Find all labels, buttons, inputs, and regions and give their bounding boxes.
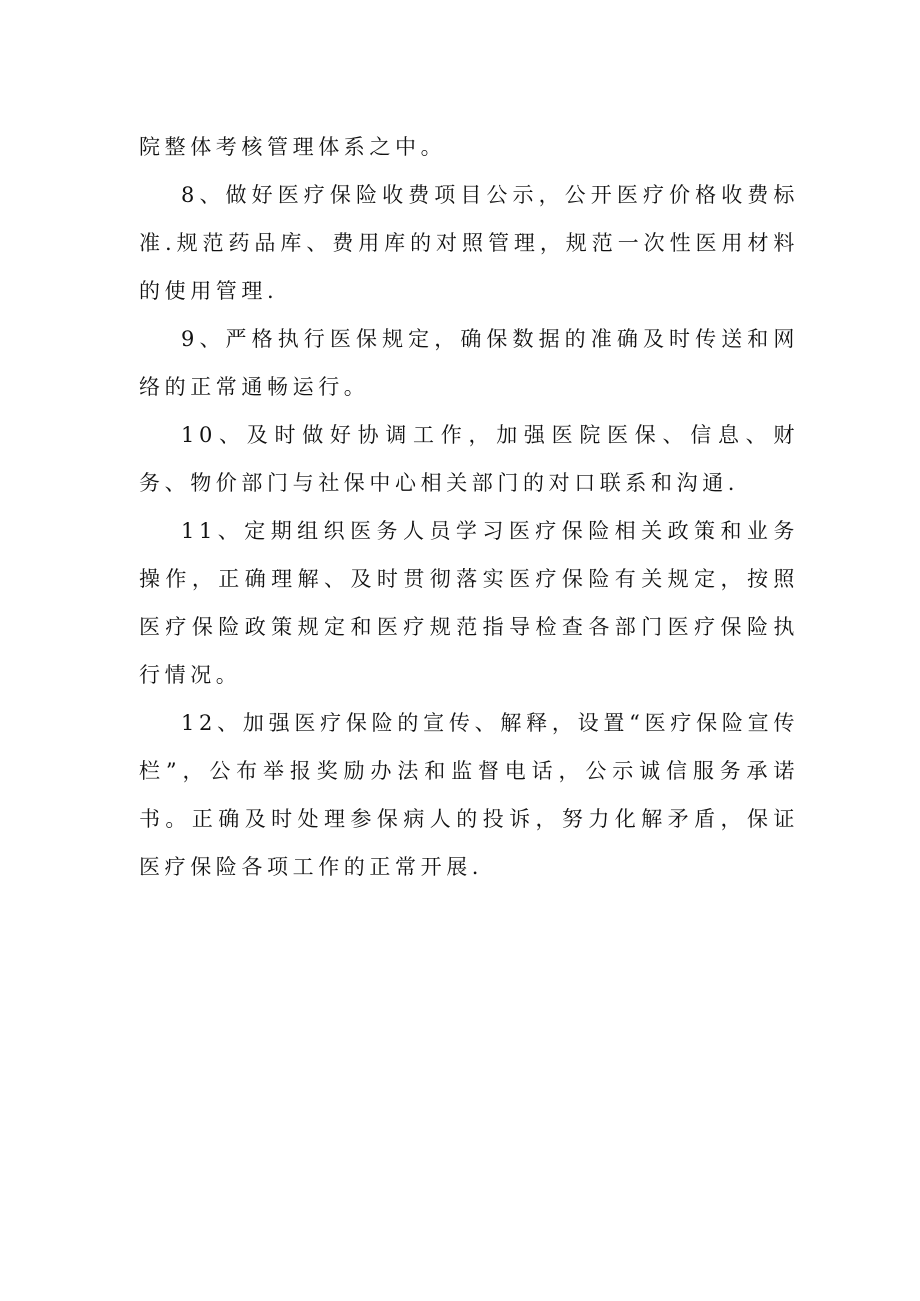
paragraph-item-10: 10、及时做好协调工作，加强医院医保、信息、财务、物价部门与社保中心相关部门的对口联系和沟通. — [139, 423, 799, 495]
document-body — [139, 123, 799, 891]
paragraph-continuation: 院整体考核管理体系之中。 — [139, 135, 447, 159]
paragraph-item-12: 12、加强医疗保险的宣传、解释，设置“医疗保险宣传栏”，公布举报奖励办法和监督电话，公示诚信服务承诺书。正确及时处理参保病人的投诉，努力化解矛盾，保证医疗保险各项工作的正常开展. — [139, 711, 799, 879]
paragraph-item-8: 8、做好医疗保险收费项目公示，公开医疗价格收费标准.规范药品库、费用库的对照管理，规范一次性医用材料的使用管理. — [139, 183, 799, 303]
paragraph-item-11: 11、定期组织医务人员学习医疗保险相关政策和业务操作，正确理解、及时贯彻落实医疗保险有关规定，按照医疗保险政策规定和医疗规范指导检查各部门医疗保险执行情况。 — [139, 519, 799, 687]
paragraph-item-9: 9、严格执行医保规定，确保数据的准确及时传送和网络的正常通畅运行。 — [139, 327, 799, 399]
